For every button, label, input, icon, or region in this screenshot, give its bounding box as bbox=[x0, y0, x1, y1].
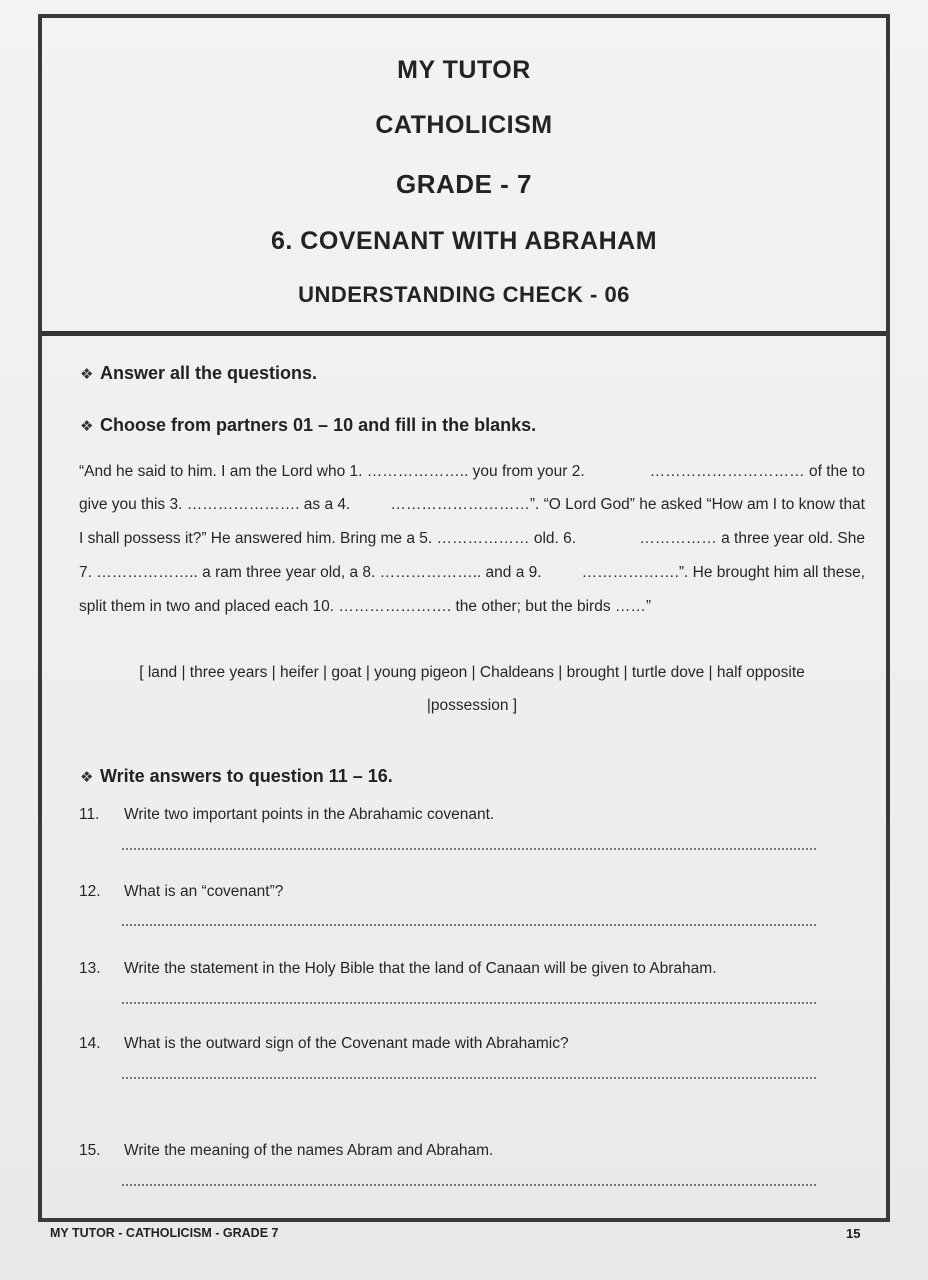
word-bank-line-2: |possession ] bbox=[426, 697, 518, 714]
question-number: 14. bbox=[79, 1035, 101, 1052]
diamond-bullet-icon: ❖ bbox=[80, 769, 94, 786]
question-text: Write two important points in the Abrahamic covenant. bbox=[124, 806, 495, 823]
passage-text: 7. ……………….. a ram three year old, a 8. ……………….. and a 9. bbox=[79, 564, 542, 581]
question-14 bbox=[79, 1035, 569, 1053]
question-15 bbox=[79, 1142, 493, 1160]
question-text: Write the statement in the Holy Bible that the land of Canaan will be given to Abraham. bbox=[124, 960, 717, 977]
question-number: 11. bbox=[79, 806, 100, 823]
instruction-text: Choose from partners 01 – 10 and fill in the blanks. bbox=[100, 415, 537, 435]
subject-title: CATHOLICISM bbox=[375, 111, 553, 139]
question-12 bbox=[79, 883, 283, 901]
passage-line-5 bbox=[79, 598, 865, 616]
page-number: 15 bbox=[846, 1226, 861, 1241]
passage-text: ………………………… of the to bbox=[649, 463, 865, 480]
passage-text: “And he said to him. I am the Lord who 1. ……………….. you from your 2. bbox=[79, 463, 585, 480]
question-number: 15. bbox=[79, 1142, 101, 1159]
passage-line-3 bbox=[79, 530, 865, 548]
question-text: Write the meaning of the names Abram and Abraham. bbox=[124, 1142, 494, 1159]
passage-text: …………… a three year old. She bbox=[639, 530, 865, 547]
page-border bbox=[38, 14, 890, 1222]
question-number: 12. bbox=[79, 883, 101, 900]
answer-line-11[interactable] bbox=[122, 846, 816, 850]
publisher-title: MY TUTOR bbox=[397, 56, 531, 84]
word-bank-line-1: [ land | three years | heifer | goat | young pigeon | Chaldeans | brought | turtle dove | half opposite bbox=[139, 664, 805, 681]
passage-text: ……………….”. He brought him all these, bbox=[581, 564, 865, 581]
grade-title: GRADE - 7 bbox=[396, 169, 532, 199]
instruction-answer-all bbox=[80, 363, 317, 384]
header-box bbox=[42, 18, 886, 336]
diamond-bullet-icon: ❖ bbox=[80, 418, 94, 435]
passage-text: give you this 3. …………………. as a 4. bbox=[79, 496, 351, 513]
instruction-text: Write answers to question 11 – 16. bbox=[100, 766, 393, 786]
passage-line-2 bbox=[79, 496, 865, 514]
answer-line-12[interactable] bbox=[122, 922, 816, 926]
question-text: What is the outward sign of the Covenant made with Abrahamic? bbox=[124, 1035, 569, 1052]
passage-text: split them in two and placed each 10. …………………. the other; but the birds ……” bbox=[79, 598, 652, 615]
passage-text: ………………………”. “O Lord God” he asked “How am I to know that bbox=[390, 496, 865, 513]
question-13 bbox=[79, 960, 717, 978]
passage-text: I shall possess it?” He answered him. Bring me a 5. ……………… old. 6. bbox=[79, 530, 577, 547]
answer-line-14[interactable] bbox=[122, 1075, 816, 1079]
question-11 bbox=[79, 806, 494, 824]
footer-text: MY TUTOR - CATHOLICISM - GRADE 7 bbox=[50, 1226, 279, 1240]
answer-line-13[interactable] bbox=[122, 1000, 816, 1004]
check-title: UNDERSTANDING CHECK - 06 bbox=[298, 282, 630, 307]
answer-line-15[interactable] bbox=[122, 1182, 816, 1186]
diamond-bullet-icon: ❖ bbox=[80, 366, 94, 383]
instruction-write bbox=[80, 766, 393, 787]
question-number: 13. bbox=[79, 960, 101, 977]
passage-line-4 bbox=[79, 564, 865, 582]
instruction-text: Answer all the questions. bbox=[100, 363, 318, 383]
passage-line-1 bbox=[79, 463, 865, 481]
question-text: What is an “covenant”? bbox=[124, 883, 284, 900]
lesson-title: 6. COVENANT WITH ABRAHAM bbox=[270, 227, 658, 255]
instruction-choose bbox=[80, 415, 536, 436]
